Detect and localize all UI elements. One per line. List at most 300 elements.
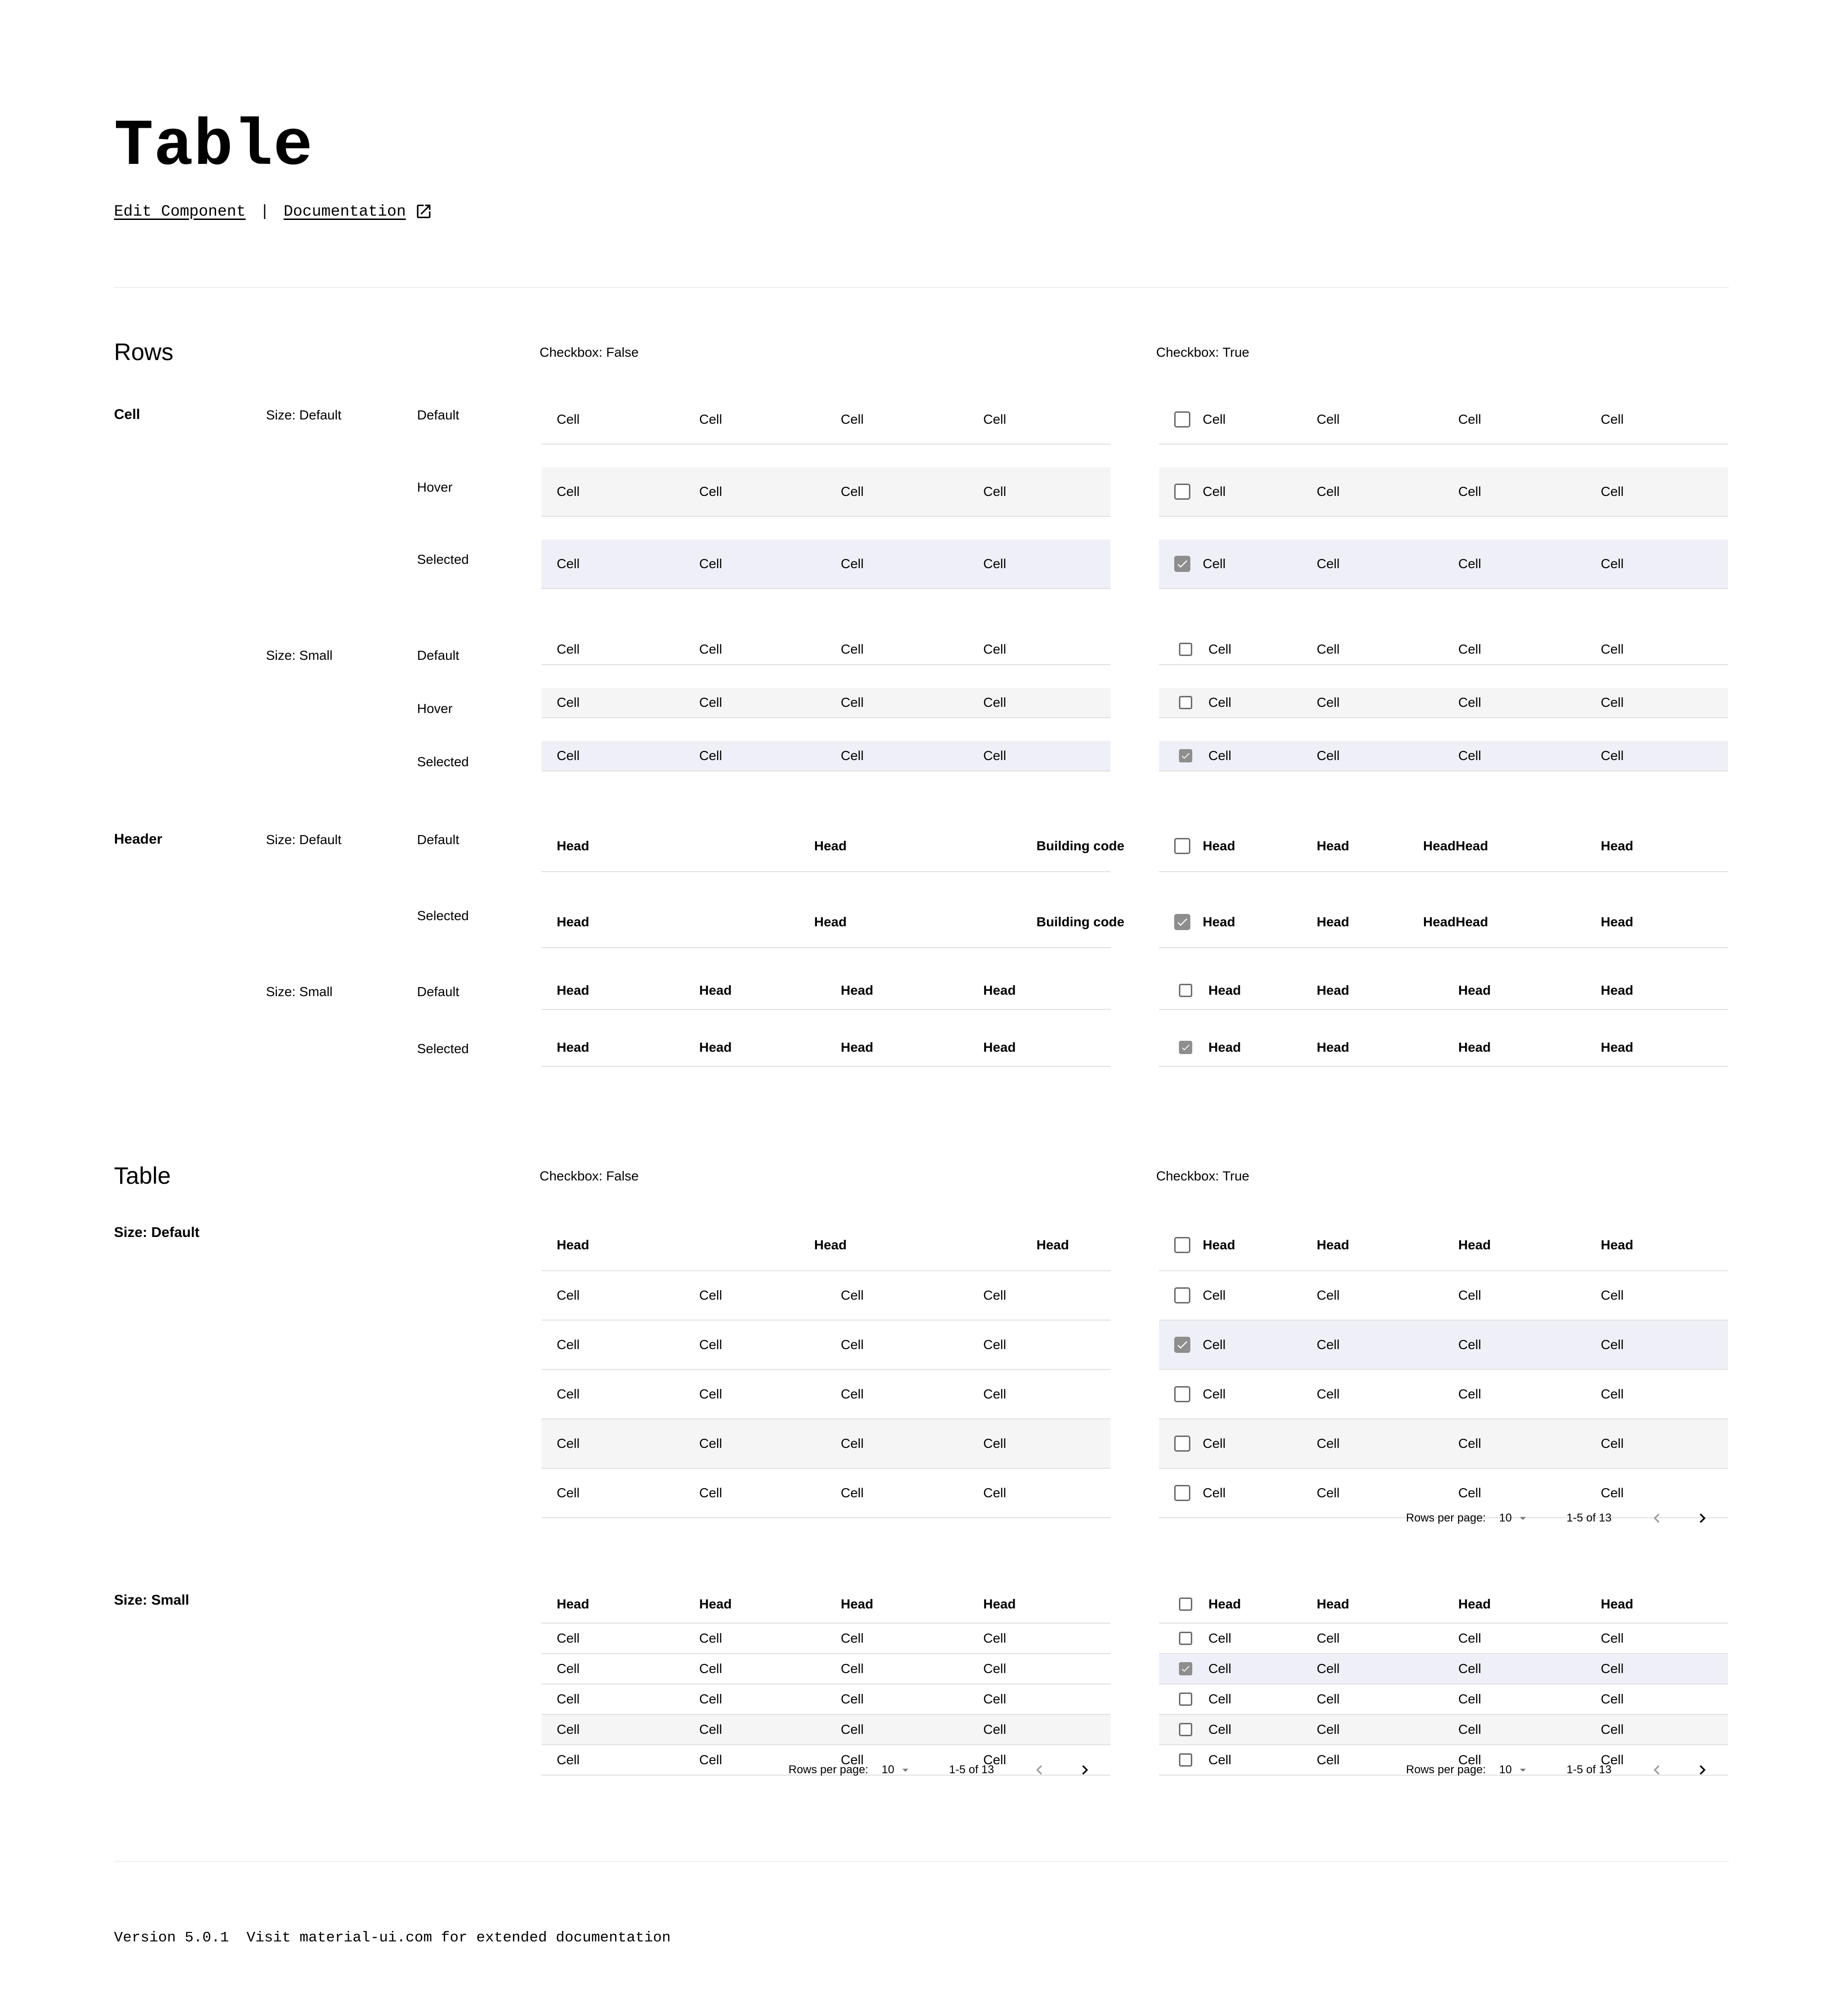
table-cell: Cell bbox=[1208, 642, 1232, 656]
table-cell: Cell bbox=[841, 1387, 864, 1401]
table-header-row[interactable] bbox=[1159, 1220, 1728, 1271]
pagination bbox=[542, 1756, 1112, 1784]
table-cell: Cell bbox=[1458, 1752, 1482, 1767]
table-cell: Cell bbox=[1317, 1631, 1340, 1645]
table-head-cell: Head bbox=[1317, 1597, 1349, 1611]
table-section-title: Table bbox=[114, 1162, 171, 1189]
table-size-default-label: Size: Default bbox=[114, 1225, 200, 1240]
table-cell: Cell bbox=[1601, 1752, 1624, 1767]
header-size-default-label: Size: Default bbox=[266, 832, 342, 847]
table-head-cell: Head bbox=[557, 1597, 589, 1611]
rows-col-checkbox-false: Checkbox: False bbox=[540, 345, 639, 360]
table-cell: Cell bbox=[1458, 1661, 1482, 1676]
table-head-cell: Head bbox=[1458, 983, 1491, 998]
table-cell: Cell bbox=[983, 1631, 1007, 1645]
table-cell: Cell bbox=[1601, 695, 1624, 710]
table-cell: Cell bbox=[841, 412, 864, 427]
table-cell: Cell bbox=[699, 695, 722, 710]
cell-default-state-label: Default bbox=[417, 408, 459, 422]
table-cell: Cell bbox=[1458, 1337, 1482, 1352]
rows-per-page-label: Rows per page: bbox=[1406, 1763, 1486, 1776]
header-row-sample bbox=[1159, 897, 1728, 948]
table-cell: Cell bbox=[841, 1485, 864, 1500]
table-cell: Cell bbox=[841, 1288, 864, 1303]
table-head-cell: Head bbox=[841, 1040, 874, 1055]
table-cell: Cell bbox=[841, 748, 864, 763]
table-header-row[interactable] bbox=[1159, 821, 1728, 872]
table-col-checkbox-false: Checkbox: False bbox=[540, 1169, 639, 1183]
table-cell: Cell bbox=[557, 1631, 580, 1645]
cell-row-small-sample bbox=[542, 741, 1111, 771]
table-cell: Cell bbox=[1317, 484, 1340, 499]
table-cell: Cell bbox=[983, 1485, 1007, 1500]
checkbox[interactable] bbox=[1174, 1485, 1190, 1501]
checkbox[interactable] bbox=[1174, 838, 1190, 854]
cell-row-small-sample bbox=[1159, 741, 1728, 771]
table-head-cell: Head bbox=[1203, 1237, 1235, 1252]
table-head-cell: Head bbox=[1601, 1040, 1634, 1055]
table-cell: Cell bbox=[1208, 1631, 1232, 1645]
table-cell: Cell bbox=[1601, 1661, 1624, 1676]
table-cell: Cell bbox=[1317, 412, 1340, 427]
checkbox[interactable] bbox=[1174, 484, 1190, 500]
table-head-cell: Head bbox=[814, 914, 847, 929]
header-selected-state-label: Selected bbox=[417, 908, 469, 923]
top-divider bbox=[114, 287, 1729, 288]
rows-per-page-select[interactable] bbox=[1499, 1763, 1530, 1777]
table-cell: Cell bbox=[1458, 1485, 1482, 1500]
checkbox[interactable] bbox=[1174, 1237, 1190, 1253]
header-group-label: Header bbox=[114, 831, 162, 847]
table-cell: Cell bbox=[699, 1387, 722, 1401]
table-header-row[interactable] bbox=[542, 897, 1125, 948]
cell-small-hover-state-label: Hover bbox=[417, 701, 453, 716]
table-head-cell: Head bbox=[1458, 1597, 1491, 1611]
table-header-row[interactable] bbox=[542, 1029, 1111, 1067]
checkbox[interactable] bbox=[1174, 1386, 1190, 1402]
cell-size-small-label: Size: Small bbox=[266, 648, 333, 663]
table-cell: Cell bbox=[1601, 1722, 1624, 1737]
table-head-cell: Head bbox=[1601, 914, 1634, 929]
table-cell: Cell bbox=[1601, 1631, 1624, 1645]
cell-small-default-state-label: Default bbox=[417, 648, 459, 663]
table-cell: Cell bbox=[557, 1661, 580, 1676]
table-head-cell: Head bbox=[1203, 914, 1235, 929]
table-cell: Cell bbox=[1203, 556, 1226, 571]
next-page-icon[interactable] bbox=[1693, 1760, 1712, 1779]
table-cell: Cell bbox=[1317, 748, 1340, 763]
table-head-cell: Head bbox=[814, 1237, 847, 1252]
table-cell: Cell bbox=[557, 1436, 580, 1451]
table-head-cell: Head bbox=[983, 1597, 1016, 1611]
cell-selected-state-label: Selected bbox=[417, 552, 469, 567]
table-row[interactable] bbox=[542, 688, 1111, 718]
documentation-link[interactable]: Documentation bbox=[284, 202, 406, 220]
header-row-sample bbox=[1159, 821, 1728, 872]
table-row[interactable] bbox=[542, 1715, 1111, 1745]
pagination-range: 1-5 of 13 bbox=[1567, 1512, 1612, 1524]
external-link-icon[interactable] bbox=[415, 202, 433, 220]
cell-row-small-sample bbox=[1159, 635, 1728, 665]
table-cell: Cell bbox=[1458, 695, 1482, 710]
table-header-row[interactable] bbox=[1159, 972, 1728, 1010]
table-cell: Cell bbox=[983, 1692, 1007, 1706]
table-head-cell: Head bbox=[1601, 1597, 1634, 1611]
table-row[interactable] bbox=[542, 1624, 1111, 1654]
table-head-cell: Head bbox=[1208, 983, 1241, 998]
pagination bbox=[1159, 1756, 1729, 1784]
table-cell: Cell bbox=[1458, 1387, 1482, 1401]
table-cell: Cell bbox=[1458, 484, 1482, 499]
table-cell: Cell bbox=[1317, 1387, 1340, 1401]
header-row-small-sample bbox=[1159, 972, 1728, 1010]
checkbox[interactable] bbox=[1179, 984, 1192, 997]
checkbox[interactable] bbox=[1174, 1436, 1190, 1452]
table-cell: Cell bbox=[1208, 1722, 1232, 1737]
table-cell: Cell bbox=[1317, 556, 1340, 571]
table-row[interactable] bbox=[542, 741, 1111, 771]
table-cell: Cell bbox=[1458, 1722, 1482, 1737]
table-row[interactable] bbox=[1159, 1271, 1728, 1321]
table-head-cell: Head bbox=[983, 1040, 1016, 1055]
table-cell: Cell bbox=[557, 1387, 580, 1401]
table-cell: Cell bbox=[983, 412, 1007, 427]
table-cell: Cell bbox=[841, 1752, 864, 1767]
table-cell: Cell bbox=[699, 1722, 722, 1737]
dropdown-arrow-icon bbox=[1516, 1763, 1530, 1777]
dropdown-arrow-icon bbox=[898, 1763, 912, 1777]
table-cell: Cell bbox=[557, 1752, 580, 1767]
table-cell: Cell bbox=[1458, 1288, 1482, 1303]
checkbox[interactable] bbox=[1179, 1693, 1192, 1706]
table-header-row[interactable] bbox=[542, 1220, 1111, 1271]
table-row[interactable] bbox=[1159, 741, 1728, 771]
checkbox[interactable] bbox=[1179, 696, 1192, 709]
table-row[interactable] bbox=[1159, 1654, 1728, 1684]
checkbox[interactable] bbox=[1179, 643, 1192, 656]
checkbox[interactable] bbox=[1174, 1287, 1190, 1303]
table-cell: Cell bbox=[983, 556, 1007, 571]
table-header-row[interactable] bbox=[542, 1586, 1111, 1624]
table-cell: Cell bbox=[841, 1631, 864, 1645]
table-cell: Cell bbox=[1317, 1722, 1340, 1737]
table-cell: Cell bbox=[1458, 412, 1482, 427]
table-cell: Cell bbox=[1208, 748, 1232, 763]
table-head-cell: Head bbox=[1317, 1040, 1349, 1055]
table-head-cell: Head bbox=[841, 1597, 874, 1611]
table-cell: Cell bbox=[1601, 1288, 1624, 1303]
header-links bbox=[114, 202, 433, 220]
table-header-row[interactable] bbox=[1159, 897, 1728, 948]
table-cell: Cell bbox=[1458, 1692, 1482, 1706]
table-cell: Cell bbox=[699, 412, 722, 427]
checkbox-checked[interactable] bbox=[1174, 914, 1190, 930]
cell-row-sample bbox=[542, 540, 1111, 589]
table-head-cell: Head bbox=[1458, 1040, 1491, 1055]
pagination-range: 1-5 of 13 bbox=[1567, 1763, 1612, 1776]
table-head-cell: Head bbox=[557, 983, 589, 998]
next-page-icon[interactable] bbox=[1075, 1760, 1094, 1779]
table-row[interactable] bbox=[542, 467, 1111, 517]
table-small-no-checkbox bbox=[542, 1586, 1111, 1776]
table-cell: Cell bbox=[1208, 1692, 1232, 1706]
cell-small-selected-state-label: Selected bbox=[417, 754, 469, 769]
table-row[interactable] bbox=[542, 1271, 1111, 1321]
cell-hover-state-label: Hover bbox=[417, 480, 453, 494]
table-cell: Cell bbox=[557, 1692, 580, 1706]
table-cell: Cell bbox=[1458, 556, 1482, 571]
table-head-cell: HeadHead bbox=[1423, 914, 1488, 929]
table-cell: Cell bbox=[1317, 642, 1340, 656]
checkbox[interactable] bbox=[1179, 1723, 1192, 1736]
table-default-with-checkbox bbox=[1159, 1220, 1728, 1518]
table-cell: Cell bbox=[1317, 1288, 1340, 1303]
table-head-cell: Head bbox=[1601, 1237, 1634, 1252]
table-small-with-checkbox bbox=[1159, 1586, 1728, 1776]
table-cell: Cell bbox=[983, 1387, 1007, 1401]
checkbox[interactable] bbox=[1179, 1598, 1192, 1611]
table-cell: Cell bbox=[699, 484, 722, 499]
table-header-row[interactable] bbox=[1159, 1029, 1728, 1067]
table-head-cell: Head bbox=[557, 838, 589, 853]
table-cell: Cell bbox=[1601, 642, 1624, 656]
table-cell: Cell bbox=[557, 642, 580, 656]
table-head-cell: Head bbox=[814, 838, 847, 853]
table-cell: Cell bbox=[1208, 695, 1232, 710]
table-row[interactable] bbox=[1159, 540, 1728, 589]
table-cell: Cell bbox=[699, 642, 722, 656]
table-cell: Cell bbox=[699, 1288, 722, 1303]
cell-row-sample bbox=[1159, 467, 1728, 517]
table-head-cell: HeadHead bbox=[1423, 838, 1488, 853]
table-row[interactable] bbox=[1159, 688, 1728, 718]
table-cell: Cell bbox=[983, 1337, 1007, 1352]
table-cell: Cell bbox=[1203, 1337, 1226, 1352]
table-cell: Cell bbox=[557, 556, 580, 571]
table-header-row[interactable] bbox=[542, 972, 1111, 1010]
rows-per-page-label: Rows per page: bbox=[788, 1763, 869, 1776]
table-col-checkbox-true: Checkbox: True bbox=[1156, 1169, 1250, 1183]
table-cell: Cell bbox=[1458, 748, 1482, 763]
table-head-cell: Head bbox=[1458, 1237, 1491, 1252]
table-cell: Cell bbox=[983, 1661, 1007, 1676]
previous-page-icon[interactable] bbox=[1030, 1760, 1049, 1779]
table-cell: Cell bbox=[1458, 1631, 1482, 1645]
cell-row-sample bbox=[542, 395, 1111, 445]
table-cell: Cell bbox=[557, 1337, 580, 1352]
table-cell: Cell bbox=[1208, 1661, 1232, 1676]
table-head-cell: Head bbox=[557, 914, 589, 929]
rows-per-page-value: 10 bbox=[882, 1763, 894, 1776]
cell-row-sample bbox=[1159, 540, 1728, 589]
rows-section-title: Rows bbox=[114, 339, 174, 365]
table-cell: Cell bbox=[1317, 1337, 1340, 1352]
table-head-cell: Head bbox=[841, 983, 874, 998]
table-head-cell: Head bbox=[557, 1040, 589, 1055]
table-cell: Cell bbox=[1203, 1436, 1226, 1451]
table-row[interactable] bbox=[1159, 1715, 1728, 1745]
table-cell: Cell bbox=[1601, 1337, 1624, 1352]
table-cell: Cell bbox=[1601, 484, 1624, 499]
header-row-sample bbox=[542, 897, 1125, 948]
table-row[interactable] bbox=[1159, 1624, 1728, 1654]
table-cell: Cell bbox=[557, 748, 580, 763]
table-head-cell: Head bbox=[1317, 914, 1349, 929]
table-row[interactable] bbox=[542, 1654, 1111, 1684]
table-cell: Cell bbox=[841, 695, 864, 710]
table-cell: Cell bbox=[983, 1722, 1007, 1737]
table-cell: Cell bbox=[983, 695, 1007, 710]
table-cell: Cell bbox=[841, 484, 864, 499]
table-cell: Cell bbox=[1208, 1752, 1232, 1767]
table-cell: Cell bbox=[699, 748, 722, 763]
checkbox-checked[interactable] bbox=[1174, 556, 1190, 572]
table-cell: Cell bbox=[983, 1288, 1007, 1303]
rows-per-page-value: 10 bbox=[1499, 1512, 1512, 1524]
table-cell: Cell bbox=[1601, 1692, 1624, 1706]
edit-component-link[interactable]: Edit Component bbox=[114, 202, 246, 220]
table-cell: Cell bbox=[983, 1752, 1007, 1767]
table-cell: Cell bbox=[1458, 642, 1482, 656]
table-cell: Cell bbox=[557, 412, 580, 427]
header-small-selected-state-label: Selected bbox=[417, 1041, 469, 1056]
table-cell: Cell bbox=[1601, 748, 1624, 763]
rows-per-page-label: Rows per page: bbox=[1406, 1512, 1486, 1524]
table-cell: Cell bbox=[1317, 695, 1340, 710]
table-cell: Cell bbox=[983, 1436, 1007, 1451]
table-head-cell: Building code bbox=[1036, 914, 1125, 929]
table-head-cell: Head bbox=[1317, 1237, 1349, 1252]
table-cell: Cell bbox=[557, 1288, 580, 1303]
table-header-row[interactable] bbox=[1159, 1586, 1728, 1624]
table-head-cell: Head bbox=[1208, 1040, 1241, 1055]
header-row-small-sample bbox=[1159, 1029, 1728, 1067]
table-cell: Cell bbox=[1317, 1692, 1340, 1706]
table-cell: Cell bbox=[699, 556, 722, 571]
table-row[interactable] bbox=[542, 395, 1111, 445]
table-cell: Cell bbox=[841, 1692, 864, 1706]
table-cell: Cell bbox=[699, 1631, 722, 1645]
table-cell: Cell bbox=[1601, 1387, 1624, 1401]
pagination-range: 1-5 of 13 bbox=[949, 1763, 994, 1776]
table-head-cell: Head bbox=[1601, 983, 1634, 998]
next-page-icon[interactable] bbox=[1693, 1509, 1712, 1528]
table-cell: Cell bbox=[1458, 1436, 1482, 1451]
table-row[interactable] bbox=[542, 635, 1111, 665]
table-cell: Cell bbox=[1601, 412, 1624, 427]
table-head-cell: Head bbox=[699, 983, 732, 998]
header-size-small-label: Size: Small bbox=[266, 984, 333, 999]
table-cell: Cell bbox=[841, 1661, 864, 1676]
checkbox-checked[interactable] bbox=[1179, 1041, 1192, 1054]
table-cell: Cell bbox=[983, 748, 1007, 763]
table-default-no-checkbox bbox=[542, 1220, 1111, 1518]
table-row[interactable] bbox=[542, 1370, 1111, 1419]
page-title: Table bbox=[114, 110, 314, 184]
cell-size-default-label: Size: Default bbox=[266, 408, 342, 422]
table-cell: Cell bbox=[1601, 1436, 1624, 1451]
table-cell: Cell bbox=[699, 1485, 722, 1500]
checkbox-checked[interactable] bbox=[1174, 1337, 1190, 1353]
table-head-cell: Head bbox=[1036, 1237, 1069, 1252]
table-row[interactable] bbox=[542, 540, 1111, 589]
table-cell: Cell bbox=[1317, 1752, 1340, 1767]
cell-row-sample bbox=[1159, 395, 1728, 445]
table-cell: Cell bbox=[841, 642, 864, 656]
table-cell: Cell bbox=[699, 1661, 722, 1676]
header-default-state-label: Default bbox=[417, 832, 459, 847]
table-row[interactable] bbox=[1159, 1419, 1728, 1469]
table-head-cell: Head bbox=[1317, 838, 1349, 853]
table-cell: Cell bbox=[557, 1485, 580, 1500]
table-row[interactable] bbox=[542, 1321, 1111, 1370]
table-row[interactable] bbox=[542, 1684, 1111, 1715]
table-cell: Cell bbox=[699, 1436, 722, 1451]
table-size-small-label: Size: Small bbox=[114, 1592, 190, 1608]
table-head-cell: Head bbox=[1208, 1597, 1241, 1611]
table-cell: Cell bbox=[1317, 1436, 1340, 1451]
table-cell: Cell bbox=[699, 1752, 722, 1767]
table-row[interactable] bbox=[542, 1469, 1111, 1518]
cell-row-small-sample bbox=[542, 635, 1111, 665]
table-head-cell: Head bbox=[699, 1597, 732, 1611]
table-cell: Cell bbox=[1203, 484, 1226, 499]
table-cell: Cell bbox=[1203, 1288, 1226, 1303]
table-row[interactable] bbox=[1159, 635, 1728, 665]
bottom-divider bbox=[114, 1861, 1729, 1862]
table-cell: Cell bbox=[1601, 556, 1624, 571]
rows-per-page-select[interactable] bbox=[882, 1763, 912, 1777]
header-small-default-state-label: Default bbox=[417, 984, 459, 999]
table-head-cell: Head bbox=[1203, 838, 1235, 853]
table-row[interactable] bbox=[1159, 1321, 1728, 1370]
table-row[interactable] bbox=[1159, 395, 1728, 445]
table-header-row[interactable] bbox=[542, 821, 1125, 872]
table-cell: Cell bbox=[983, 484, 1007, 499]
table-cell: Cell bbox=[841, 556, 864, 571]
table-row[interactable] bbox=[542, 1419, 1111, 1469]
table-row[interactable] bbox=[1159, 1370, 1728, 1419]
table-cell: Cell bbox=[1203, 1387, 1226, 1401]
rows-per-page-value: 10 bbox=[1499, 1763, 1512, 1776]
table-cell: Cell bbox=[699, 1692, 722, 1706]
table-head-cell: Head bbox=[557, 1237, 589, 1252]
table-cell: Cell bbox=[1317, 1661, 1340, 1676]
previous-page-icon[interactable] bbox=[1647, 1509, 1666, 1528]
previous-page-icon[interactable] bbox=[1647, 1760, 1666, 1779]
table-cell: Cell bbox=[699, 1337, 722, 1352]
table-head-cell: Head bbox=[1317, 983, 1349, 998]
checkbox[interactable] bbox=[1174, 411, 1190, 428]
checkbox[interactable] bbox=[1179, 1632, 1192, 1645]
table-head-cell: Head bbox=[699, 1040, 732, 1055]
table-row[interactable] bbox=[1159, 1684, 1728, 1715]
table-row[interactable] bbox=[1159, 467, 1728, 517]
table-cell: Cell bbox=[841, 1722, 864, 1737]
table-cell: Cell bbox=[557, 1722, 580, 1737]
table-head-cell: Head bbox=[1601, 838, 1634, 853]
checkbox-checked[interactable] bbox=[1179, 1662, 1192, 1675]
table-head-cell: Building code bbox=[1036, 838, 1125, 853]
rows-per-page-select[interactable] bbox=[1499, 1511, 1530, 1525]
dropdown-arrow-icon bbox=[1516, 1511, 1530, 1525]
checkbox-checked[interactable] bbox=[1179, 749, 1192, 762]
table-cell: Cell bbox=[1203, 412, 1226, 427]
footer-text: Version 5.0.1 Visit material-ui.com for extended documentation bbox=[114, 1930, 671, 1946]
table-cell: Cell bbox=[557, 695, 580, 710]
table-cell: Cell bbox=[841, 1436, 864, 1451]
table-cell: Cell bbox=[1203, 1485, 1226, 1500]
